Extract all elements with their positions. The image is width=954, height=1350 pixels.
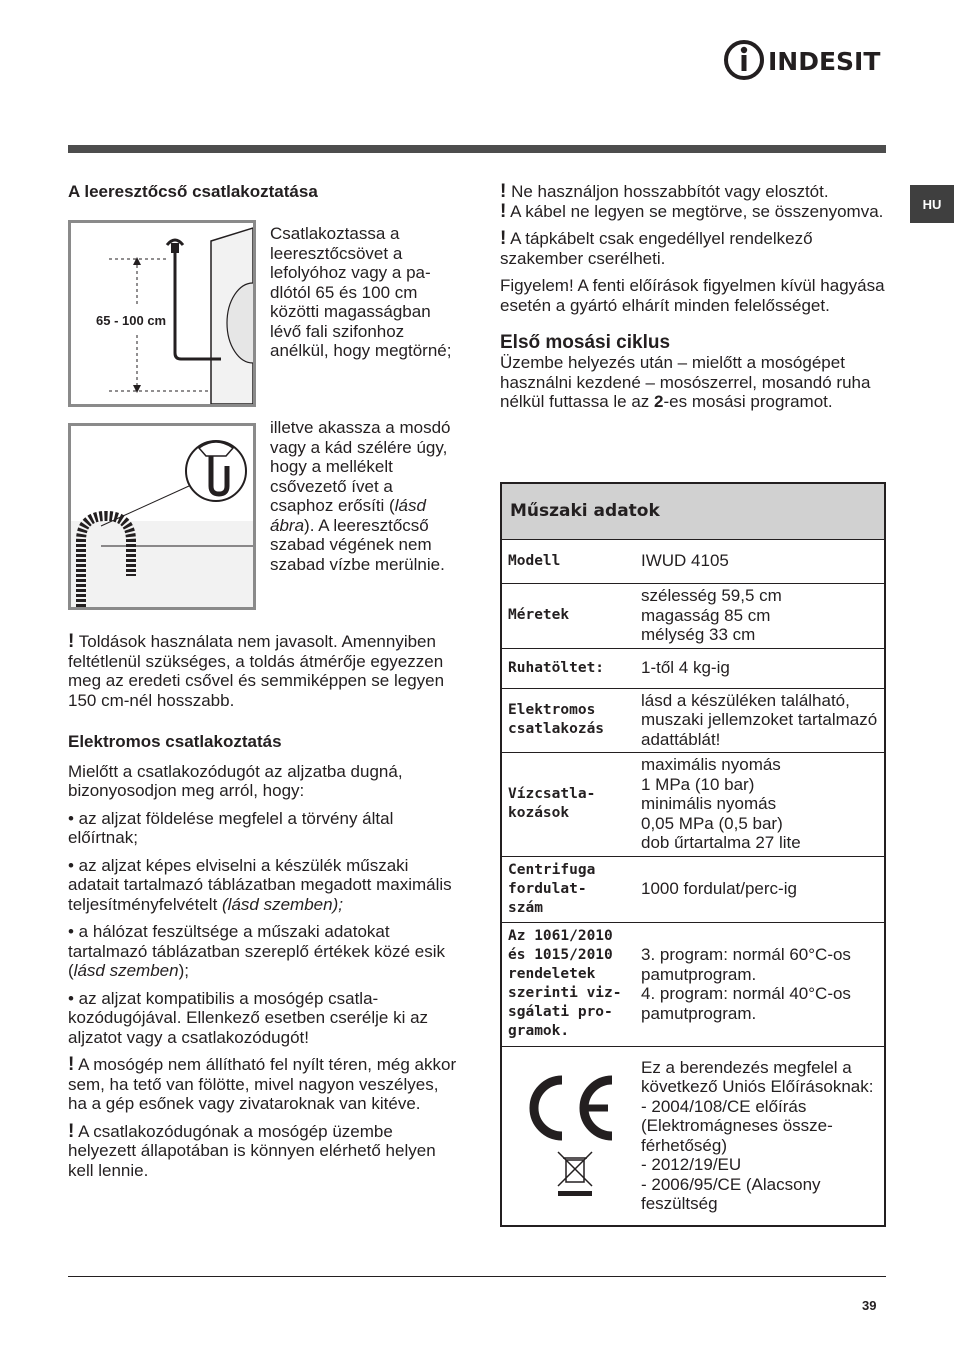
language-tab: HU: [910, 185, 954, 223]
ce-mark-icon: [514, 1068, 624, 1198]
spec-value: 1000 fordulat/perc-ig: [635, 856, 885, 922]
note-cable-text: A kábel ne legyen se megtörve, se összenyomva.: [510, 201, 884, 221]
table-row-ce: [501, 1046, 885, 1226]
bullet-voltage-end: );: [178, 961, 189, 980]
warning-mark-6: !: [500, 228, 507, 249]
bullet-grounding: • az aljzat földelése megfelel a törvény által előírtnak;: [68, 808, 394, 847]
table-header-row: [501, 483, 885, 539]
note-plug-access: [68, 1122, 458, 1181]
warning-mark-5: !: [500, 200, 507, 222]
first-cycle-text: [500, 353, 890, 412]
note-no-extension: [500, 182, 890, 202]
spec-label: Centrifuga fordulat- szám: [501, 856, 635, 922]
table-row: [501, 688, 885, 752]
indesit-logo: [722, 38, 892, 82]
spec-value: IWUD 4105: [635, 539, 885, 583]
table-row: [501, 922, 885, 1046]
warning-mark-3: !: [68, 1120, 75, 1142]
spec-label: Ruhatöltet:: [501, 648, 635, 688]
fig2-text-italic: lásd ábra: [270, 496, 426, 535]
bullet-power-italic: (lásd szemben);: [222, 894, 343, 914]
warning-mark-1: !: [68, 631, 75, 652]
footer-rule: [68, 1276, 886, 1277]
note-extension-text: Toldások használata nem javasolt. Amennyiben feltétlenül szükséges, a toldás átmérője egyezzen meg az eredeti csővel és semmiképpen se legyen 150 cm-nél hosszabb.: [68, 632, 445, 710]
right-column: [500, 182, 890, 412]
section-title-electrical: Elektromos csatlakoztatás: [68, 732, 282, 751]
header-rule: [68, 145, 886, 153]
spec-label: Elektromos csatlakozás: [501, 688, 635, 752]
table-row: [501, 583, 885, 648]
spec-label: Vízcsatla- kozások: [501, 752, 635, 856]
drain-hose-sink-figure: [68, 423, 256, 610]
ce-compliance-text: Ez a berendezés megfelel a következő Uniós Előírásoknak: - 2004/108/CE előírás (Elektromágneses összeférhetőség) - 2012/19/EU - 2006/95/CE (Alacsony feszültség: [635, 1046, 885, 1226]
spec-label: Modell: [501, 539, 635, 583]
bullet-voltage-text: • a hálózat feszültsége a műszaki adatokat tartalmazó táblázatban szereplő értékek közé esik (: [68, 922, 446, 980]
first-cycle-text-a: Üzembe helyezés után – mielőtt a mosógépet használni kezdené – mosószerrel, mosandó ruha nélkül futtassa le az: [500, 353, 871, 411]
fig1-description: Csatlakoztassa a leeresztőcsövet a lefolyóhoz vagy a padlótól 65 és 100 cm közötti magasságban lévő fali szifonhoz anélkül, hogy megtörné;: [270, 224, 452, 360]
spec-label: Méretek: [501, 583, 635, 648]
note-cable: [500, 202, 890, 222]
spec-value: 3. program: normál 60°C-os pamutprogram. 4. program: normál 40°C-os pamutprogram.: [635, 922, 885, 1046]
bullet-power-text: • az aljzat képes elviselni a készülék műszaki adatait tartalmazó táblázatban megadott maximális teljesítményfelvételt: [68, 855, 452, 914]
drain-hose-wall-figure: [68, 220, 256, 407]
liability-warning: Figyelem! A fenti előírások figyelmen kívül hagyása esetén a gyártó elhárít minden felelősséget.: [500, 276, 885, 315]
bullet-power: [68, 856, 458, 915]
left-column: [68, 182, 458, 220]
spec-value: 1-től 4 kg-ig: [635, 648, 885, 688]
section-title-first-cycle: Első mosási ciklus: [500, 332, 671, 353]
warning-mark-4: !: [500, 181, 507, 202]
weee-bin-icon: [558, 1152, 592, 1196]
section-title-drain-hose: A leeresztőcső csatlakoztatása: [68, 182, 318, 201]
first-cycle-text-b: -es mosási programot.: [663, 392, 833, 411]
bullet-voltage-italic: lásd szemben: [73, 961, 179, 980]
note-replace-cable: [500, 229, 890, 268]
electrical-intro: Mielőtt a csatlakozódugót az aljzatba dugná, bizonyosodjon meg arról, hogy:: [68, 761, 403, 800]
table-row: [501, 752, 885, 856]
left-lower-text: [68, 632, 458, 1188]
technical-data-table: [500, 482, 886, 1227]
note-extension: [68, 632, 458, 710]
spec-value: maximális nyomás 1 MPa (10 bar) minimális nyomás 0,05 MPa (0,5 bar) dob űrtartalma 27 lite: [635, 752, 885, 856]
fig2-description: [270, 418, 460, 574]
table-row: [501, 856, 885, 922]
table-row: [501, 539, 885, 583]
bullet-voltage: [68, 922, 458, 981]
note-outdoor-text: A mosógép nem állítható fel nyílt téren, még akkor sem, ha tető van fölötte, mivel nagyon veszélyes, ha a gép esőnek vagy zivataroknak van kitéve.: [68, 1055, 457, 1113]
fig2-text-a: illetve akassza a mosdó vagy a kád szélére úgy, hogy a mellékelt csővezető ívet a csaphoz erősíti (: [270, 418, 451, 515]
spec-label: Az 1061/2010 és 1015/2010 rendeletek szerinti viz- sgálati pro- gramok.: [501, 922, 635, 1046]
spec-value: szélesség 59,5 cm magasság 85 cm mélység 33 cm: [635, 583, 885, 648]
ce-marks: [501, 1046, 635, 1226]
page-number: 39: [862, 1298, 877, 1313]
fig2-text-b: ). A leeresztőcső szabad végének nem szabad vízbe merülnie.: [270, 515, 445, 574]
note-replace-cable-text: A tápkábelt csak engedéllyel rendelkező szakember cserélheti.: [500, 229, 813, 268]
table-row: [501, 648, 885, 688]
spec-value: lásd a készüléken található, muszaki jellemzoket tartalmazó adattáblát!: [635, 688, 885, 752]
note-outdoor: [68, 1055, 458, 1114]
note-no-extension-text: Ne használjon hosszabbítót vagy elosztót.: [511, 182, 829, 201]
note-plug-access-text: A csatlakozódugónak a mosógép üzembe helyezett állapotában is könnyen elérhető helyen kell lennie.: [68, 1121, 436, 1180]
warning-mark-2: !: [68, 1054, 75, 1075]
height-label: 65 - 100 cm: [96, 313, 167, 328]
table-title: Műszaki adatok: [501, 483, 885, 539]
logo-wordmark: INDESIT: [768, 47, 881, 76]
program-number: 2: [654, 392, 664, 411]
bullet-plug: • az aljzat kompatibilis a mosógép csatlakozódugójával. Ellenkező esetben cserélje ki az aljzatot vagy a csatlakozódugót!: [68, 988, 429, 1047]
